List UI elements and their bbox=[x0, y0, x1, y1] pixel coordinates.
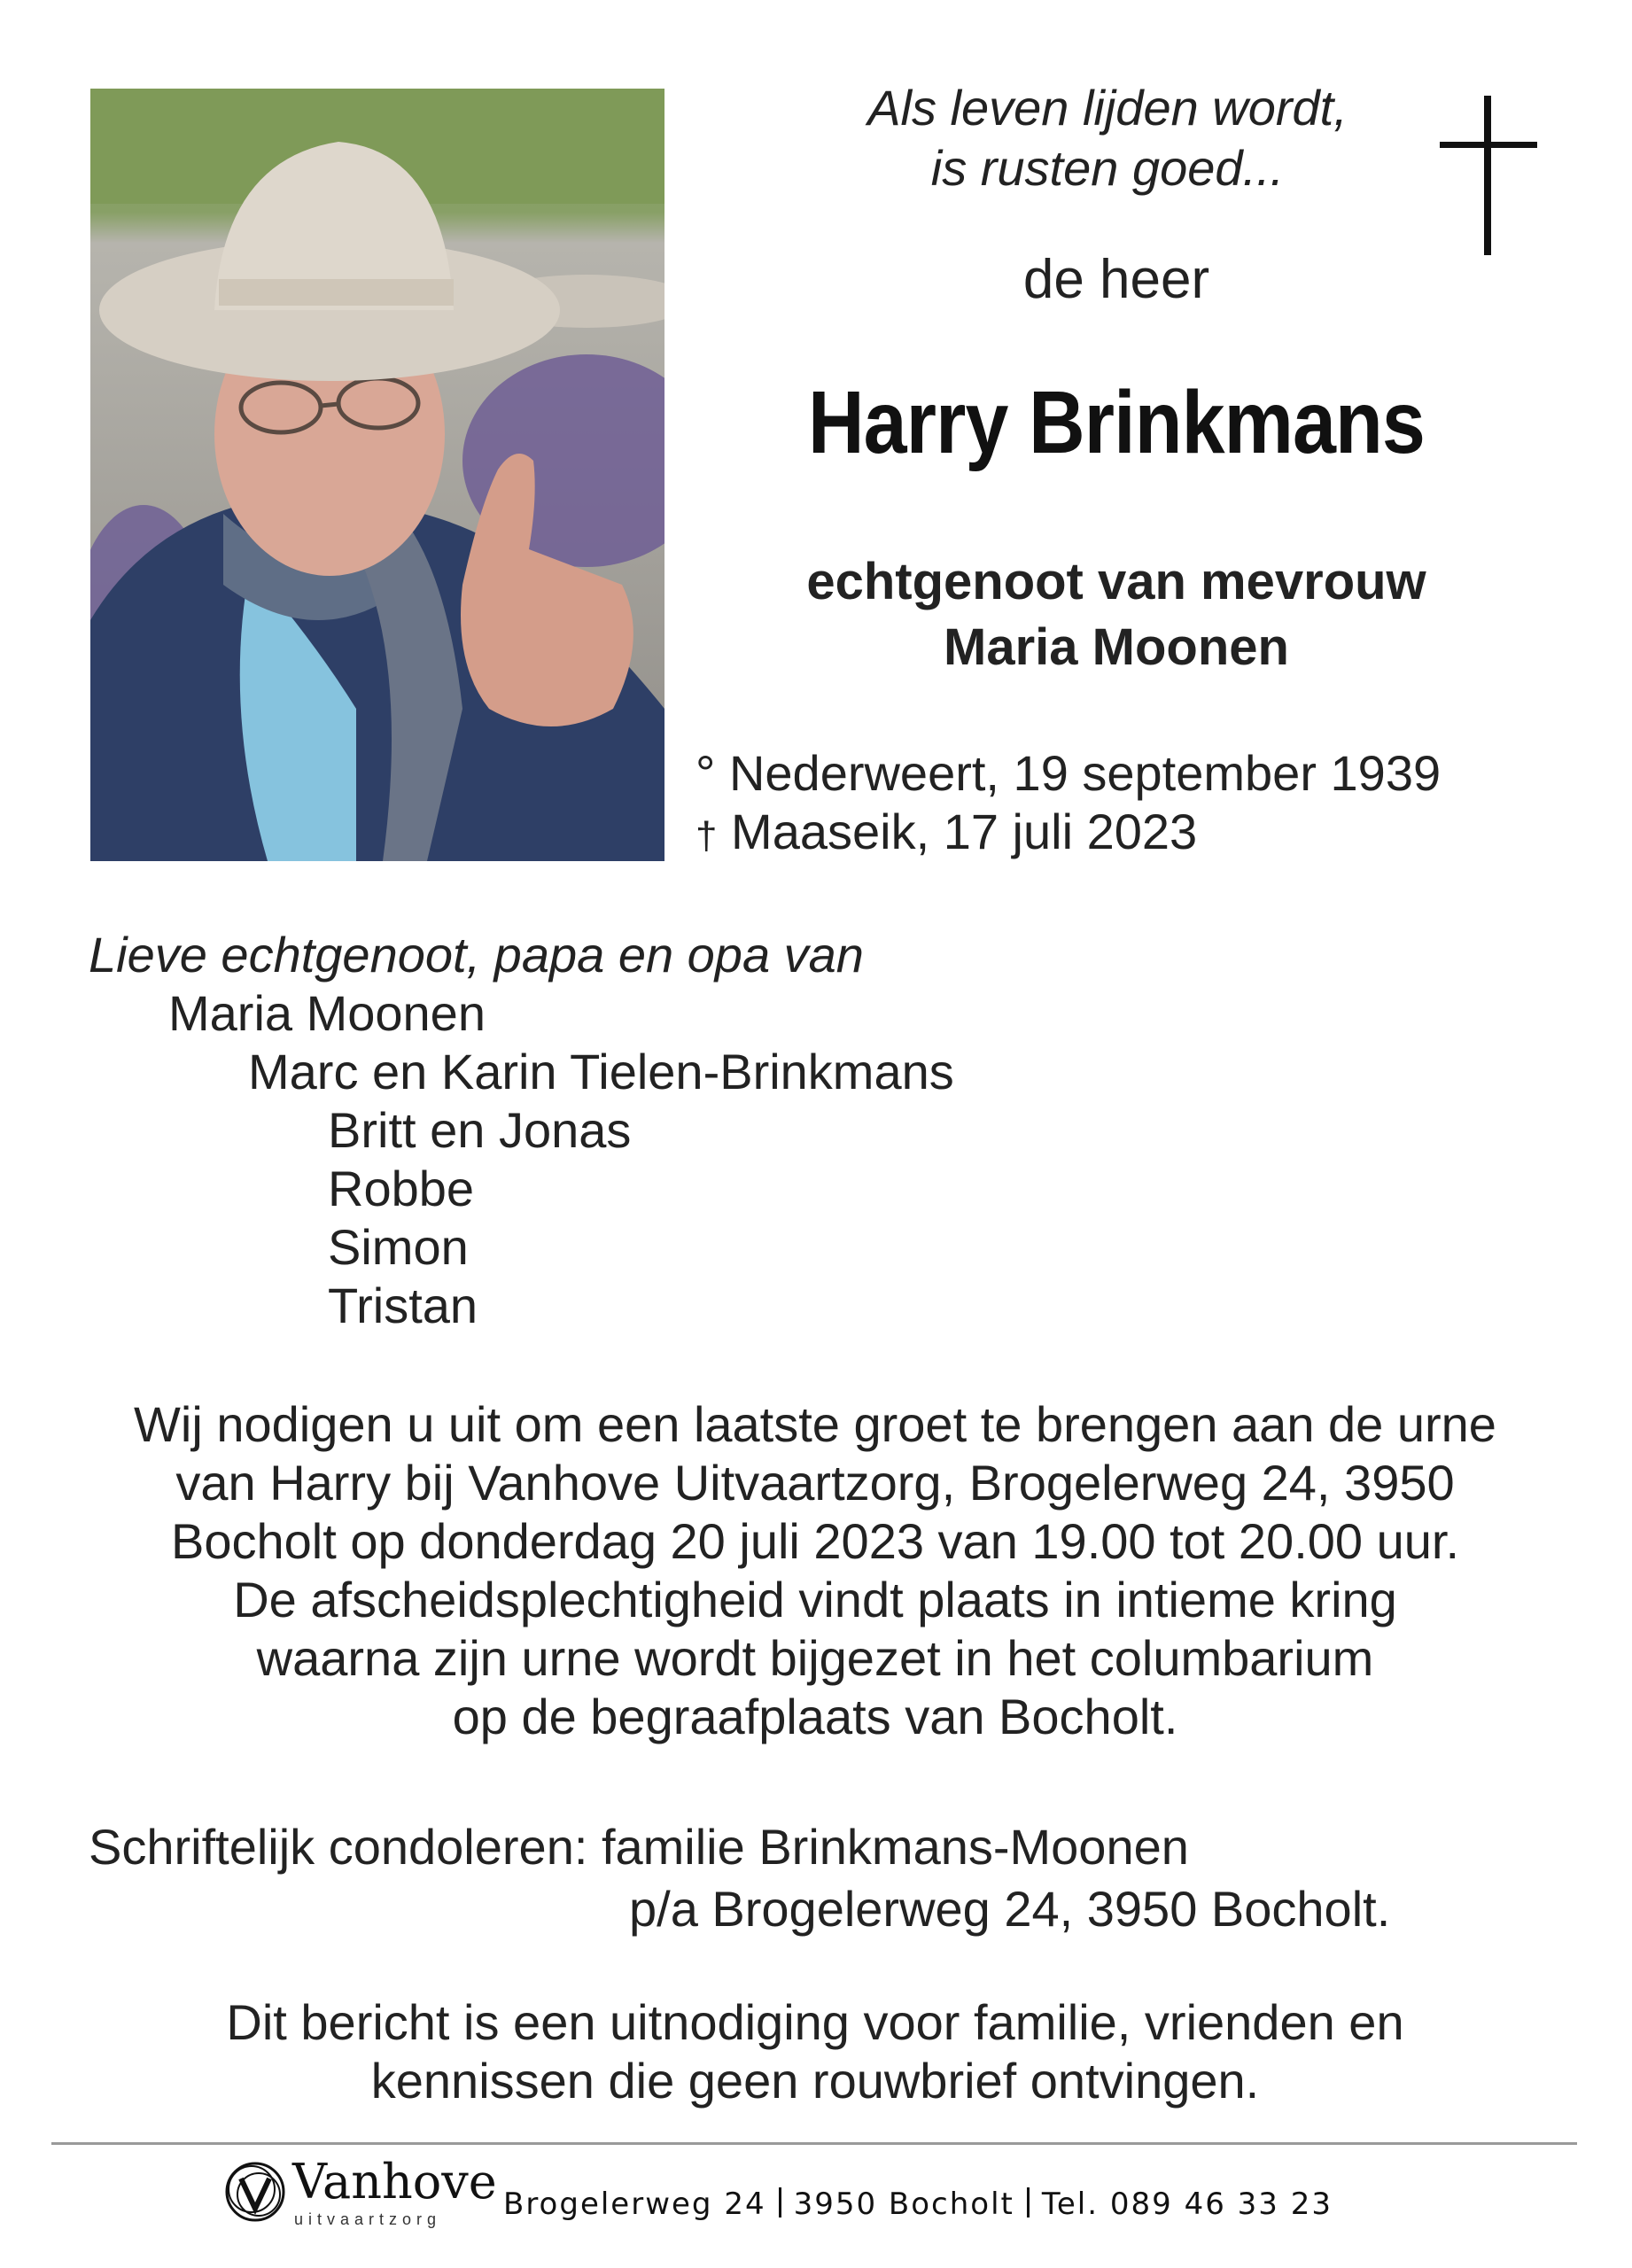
footer-city: 3950 Bocholt bbox=[793, 2186, 1014, 2222]
motto-line-2: is rusten goed... bbox=[930, 140, 1285, 196]
relatives-list bbox=[89, 926, 1063, 1335]
invitation-line: van Harry bij Vanhove Uitvaartzorg, Brogelerweg 24, 3950 bbox=[175, 1455, 1455, 1511]
death-symbol: † bbox=[696, 814, 718, 858]
portrait-photo bbox=[90, 89, 664, 861]
birth-symbol: ° bbox=[696, 745, 716, 801]
deceased-name: Harry Brinkmans bbox=[807, 373, 1425, 472]
invitation-line: De afscheidsplechtigheid vindt plaats in intieme kring bbox=[233, 1572, 1397, 1627]
invitation-line: op de begraafplaats van Bocholt. bbox=[452, 1689, 1178, 1744]
title-prefix: de heer bbox=[1022, 249, 1210, 310]
notice-line: kennissen die geen rouwbrief ontvingen. bbox=[370, 2053, 1260, 2109]
notice-text bbox=[71, 1993, 1559, 2110]
motto bbox=[762, 78, 1453, 198]
invitation-text bbox=[71, 1395, 1559, 1746]
footer-separator bbox=[779, 2187, 781, 2218]
invitation-line: Wij nodigen u uit om een laatste groet te brengen aan de urne bbox=[134, 1396, 1496, 1452]
notice-line: Dit bericht is een uitnodiging voor familie, vrienden en bbox=[226, 1994, 1404, 2050]
relative-item: Tristan bbox=[328, 1278, 478, 1333]
condolence-line-1: Schriftelijk condoleren: familie Brinkmans-Moonen bbox=[89, 1819, 1189, 1875]
vanhove-logo bbox=[221, 2148, 497, 2237]
condolence-block bbox=[89, 1816, 1506, 1940]
footer-contact bbox=[503, 2186, 1333, 2222]
relatives-intro: Lieve echtgenoot, papa en opa van bbox=[89, 927, 864, 983]
life-dates bbox=[696, 744, 1581, 866]
birth-line bbox=[696, 744, 1581, 803]
relative-item: Marc en Karin Tielen-Brinkmans bbox=[248, 1044, 954, 1099]
logo-subtitle: uitvaartzorg bbox=[294, 2210, 442, 2228]
motto-line-1: Als leven lijden wordt, bbox=[867, 80, 1348, 136]
birth-text: Nederweert, 19 september 1939 bbox=[728, 745, 1442, 801]
vanhove-logo-icon bbox=[221, 2152, 289, 2232]
condolence-address: p/a Brogelerweg 24, 3950 Bocholt. bbox=[629, 1881, 1391, 1937]
death-text: Maaseik, 17 juli 2023 bbox=[731, 804, 1198, 859]
spouse-block bbox=[727, 549, 1506, 680]
footer-divider bbox=[51, 2142, 1577, 2145]
footer-phone: Tel. 089 46 33 23 bbox=[1041, 2186, 1333, 2222]
relative-item: Maria Moonen bbox=[168, 985, 486, 1041]
death-line bbox=[696, 803, 1581, 866]
invitation-line: Bocholt op donderdag 20 juli 2023 van 19.00 tot 20.00 uur. bbox=[170, 1513, 1460, 1569]
relative-item: Britt en Jonas bbox=[328, 1102, 632, 1158]
footer-address: Brogelerweg 24 bbox=[503, 2186, 766, 2222]
relative-item: Robbe bbox=[328, 1161, 475, 1216]
spouse-line-1: echtgenoot van mevrouw bbox=[806, 553, 1426, 610]
logo-name: Vanhove bbox=[292, 2154, 497, 2210]
footer-separator bbox=[1027, 2187, 1030, 2218]
relative-item: Simon bbox=[328, 1219, 469, 1275]
invitation-line: waarna zijn urne wordt bijgezet in het columbarium bbox=[256, 1630, 1374, 1686]
spouse-name: Maria Moonen bbox=[944, 618, 1289, 676]
latin-cross-icon bbox=[1440, 96, 1537, 255]
